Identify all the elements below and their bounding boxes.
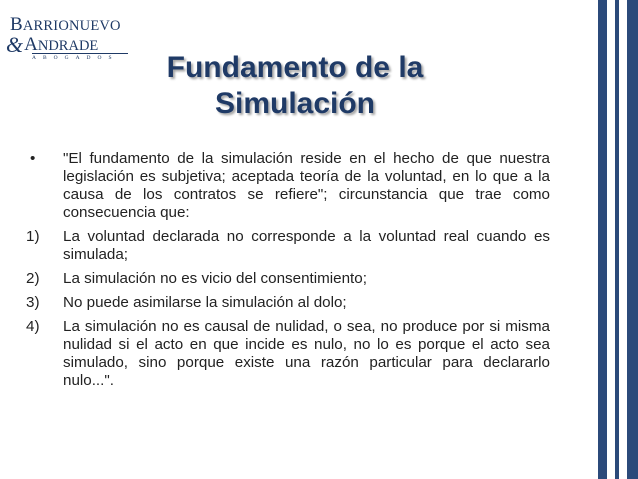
title-line-1: Fundamento de la	[166, 51, 424, 84]
bullet-marker: •	[30, 150, 36, 167]
list-item	[26, 150, 550, 222]
decorative-bar-2	[615, 0, 619, 479]
slide-title	[130, 50, 460, 122]
list-item-text: La voluntad declarada no corresponde a la voluntad real cuando es simulada;	[63, 228, 550, 263]
decorative-bar-1	[598, 0, 607, 479]
title-line-2: Simulación	[214, 87, 376, 120]
list-item	[26, 270, 550, 288]
number-marker: 1)	[26, 228, 40, 245]
firm-logo	[4, 6, 132, 66]
list-item-text: No puede asimilarse la simulación al dolo;	[63, 294, 347, 311]
list-item-text: "El fundamento de la simulación reside en el hecho de que nuestra legislación es subjetiva; aceptada teoría de la voluntad, en lo que a la causa de los contratos se refiere"; circunstancia que trae como consecuencia que:	[63, 150, 550, 221]
number-marker: 3)	[26, 294, 40, 311]
slide-body	[26, 150, 550, 396]
list-item-text: La simulación no es vicio del consentimiento;	[63, 270, 367, 287]
logo-line-1: BARRIONUEVO	[10, 14, 121, 35]
logo-line-3: ABOGADOS	[32, 53, 128, 63]
list-item	[26, 228, 550, 264]
number-marker: 2)	[26, 270, 40, 287]
decorative-bar-3	[627, 0, 638, 479]
logo-line-2: &ANDRADE	[6, 32, 99, 57]
list-item	[26, 318, 550, 390]
number-marker: 4)	[26, 318, 40, 335]
list-item	[26, 294, 550, 312]
list-item-text: La simulación no es causal de nulidad, o sea, no produce por si misma nulidad si el acto en que incide es nulo, no lo es porque el acto sea simulado, sino porque existe una razón particular para declararlo nulo...".	[63, 318, 550, 389]
